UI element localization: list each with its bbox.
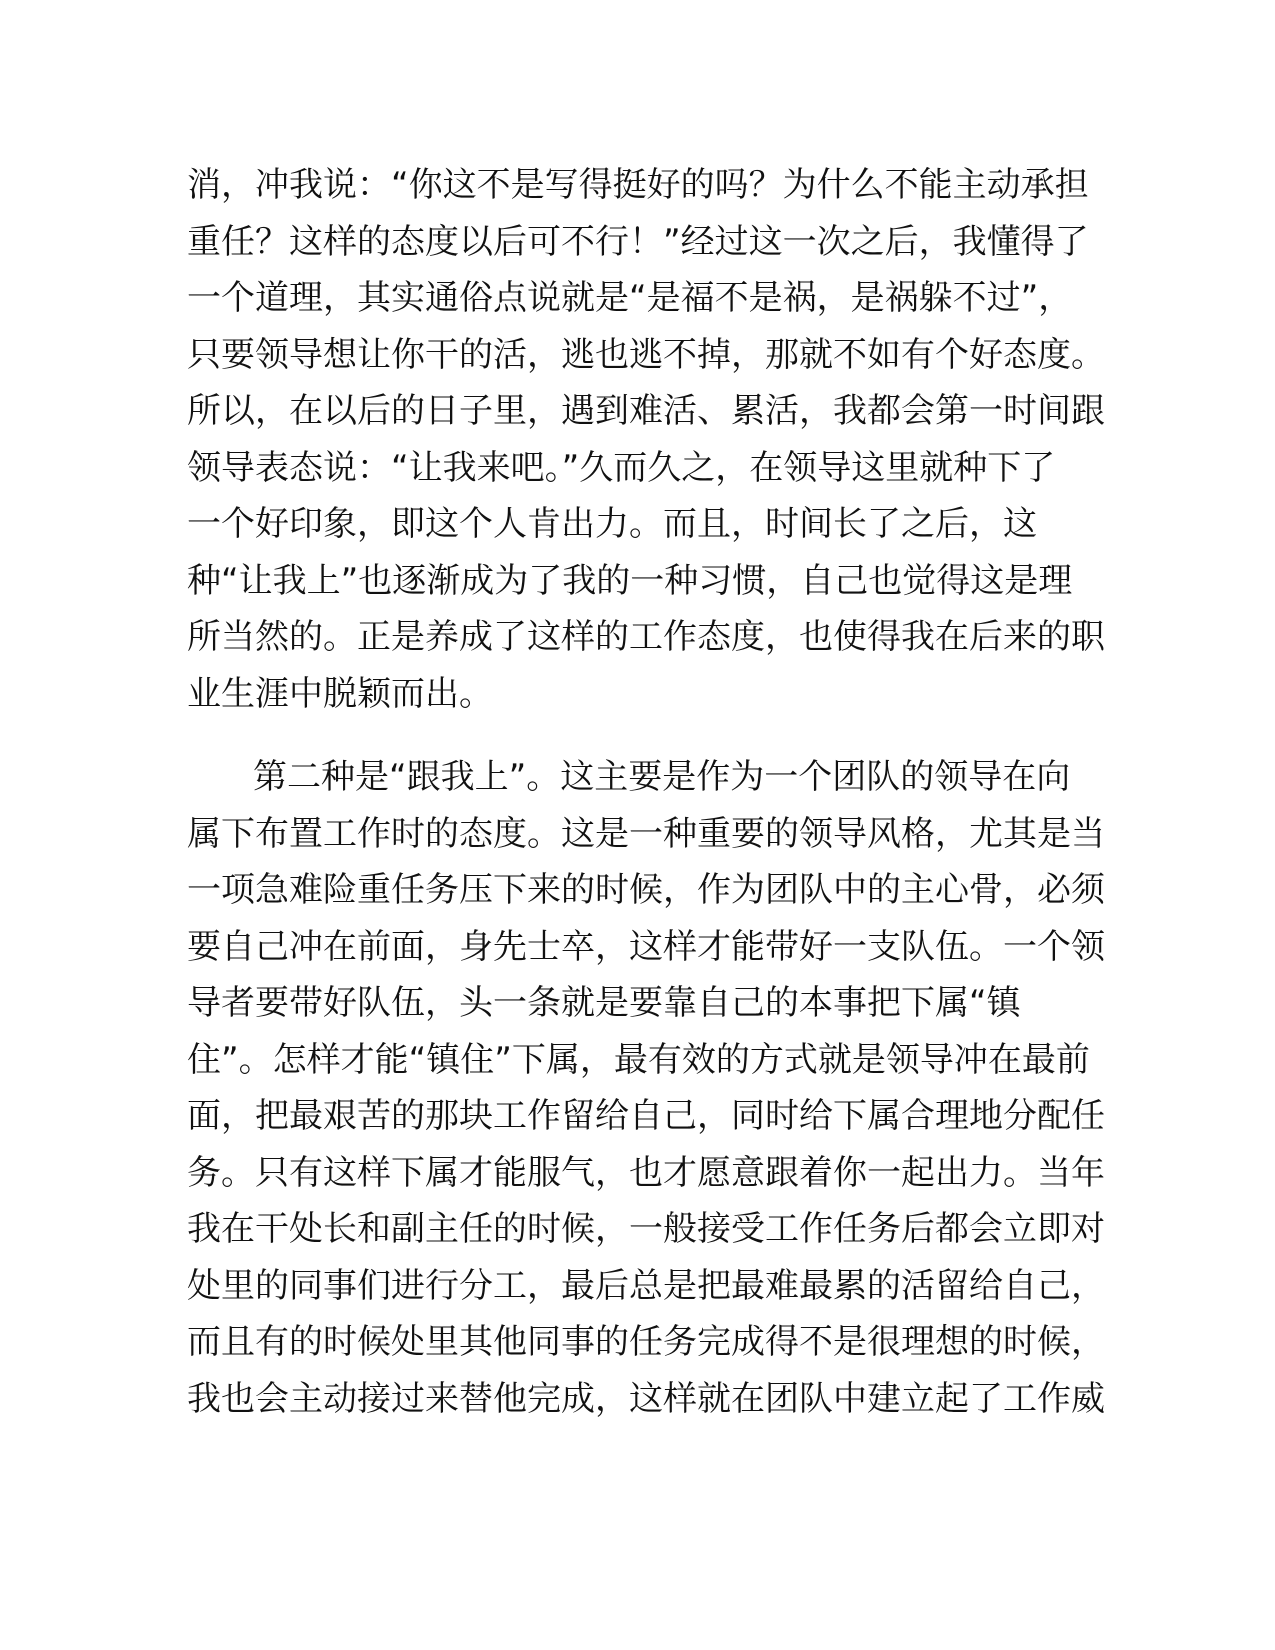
paragraph-line: 面，把最艰苦的那块工作留给自己，同时给下属合理地分配任	[187, 1096, 1105, 1136]
paragraph-line: 而且有的时候处里其他同事的任务完成得不是很理想的时候，	[187, 1322, 1105, 1362]
paragraph-line: 我也会主动接过来替他完成，这样就在团队中建立起了工作威	[187, 1378, 1105, 1419]
paragraph-line: 一个道理，其实通俗点说就是“是福不是祸，是祸躲不过”，	[187, 278, 1073, 318]
paragraph-line: 属下布置工作时的态度。这是一种重要的领导风格，尤其是当	[187, 813, 1105, 854]
paragraph-line: 消，冲我说：“你这不是写得挺好的吗？为什么不能主动承担	[187, 165, 1089, 205]
paragraph-2	[187, 749, 1105, 1427]
paragraph-line: 务。只有这样下属才能服气，也才愿意跟着你一起出力。当年	[187, 1152, 1105, 1193]
paragraph-line: 重任？这样的态度以后可不行！”经过这一次之后，我懂得了	[187, 221, 1089, 262]
paragraph-line: 种“让我上”也逐渐成为了我的一种习惯，自己也觉得这是理	[187, 560, 1073, 601]
paragraph-line: 只要领导想让你干的活，逃也逃不掉，那就不如有个好态度。	[187, 334, 1105, 375]
paragraph-line: 一个好印象，即这个人肯出力。而且，时间长了之后，这	[187, 504, 1037, 544]
paragraph-line: 一项急难险重任务压下来的时候，作为团队中的主心骨，必须	[187, 870, 1105, 910]
paragraph-line: 导者要带好队伍，头一条就是要靠自己的本事把下属“镇	[187, 983, 1021, 1023]
paragraph-line: 所当然的。正是养成了这样的工作态度，也使得我在后来的职	[187, 617, 1105, 657]
paragraph-line: 要自己冲在前面，身先士卒，这样才能带好一支队伍。一个领	[187, 926, 1105, 967]
paragraph-line: 业生涯中脱颖而出。	[187, 673, 493, 714]
paragraph-line: 所以，在以后的日子里，遇到难活、累活，我都会第一时间跟	[187, 391, 1105, 431]
paragraph-line: 处里的同事们进行分工，最后总是把最难最累的活留给自己，	[187, 1265, 1105, 1306]
paragraph-line: 住”。怎样才能“镇住”下属，最有效的方式就是领导冲在最前	[187, 1039, 1090, 1080]
paragraph-1	[187, 157, 1105, 722]
paragraph-line: 我在干处长和副主任的时候，一般接受工作任务后都会立即对	[187, 1209, 1105, 1249]
paragraph-first-line: 第二种是“跟我上”。这主要是作为一个团队的领导在向	[253, 757, 1071, 797]
paragraph-line: 领导表态说：“让我来吧。”久而久之，在领导这里就种下了	[187, 447, 1056, 488]
